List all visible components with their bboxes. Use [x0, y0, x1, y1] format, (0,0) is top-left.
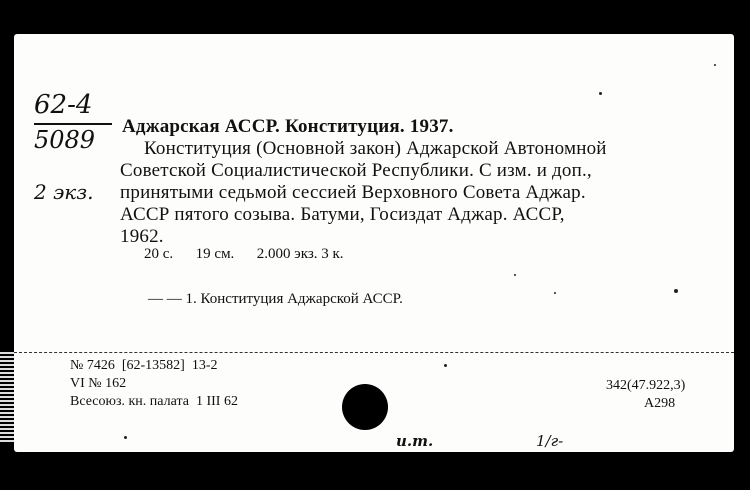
title-line-3: принятыми седьмой сессией Верховного Совета Аджар.: [120, 182, 586, 203]
scan-speck: [599, 92, 602, 95]
scan-speck: [554, 292, 556, 294]
call-number-divider: [34, 123, 112, 125]
scan-speck: [674, 289, 678, 293]
title-line-4: АССР пятого созыва. Батуми, Госиздат Аджар. АССР,: [120, 204, 565, 225]
author-mark: А298: [644, 396, 676, 411]
scan-speck: [124, 436, 127, 439]
title-line-2: Советской Социалистической Республики. С изм. и доп.,: [120, 160, 592, 181]
scan-speck: [514, 274, 516, 276]
registry-line-2: VI № 162: [70, 376, 127, 391]
handwritten-copies: 2 экз.: [34, 180, 94, 204]
card-heading: Аджарская АССР. Конституция. 1937.: [122, 116, 454, 137]
dashed-separator: [14, 352, 734, 353]
handwritten-call-number-bottom: 5089: [34, 126, 96, 154]
classification-number: 342(47.922,3): [606, 378, 686, 393]
title-line-1: Конституция (Основной закон) Аджарской Автономной: [144, 138, 607, 159]
registry-line-1: № 7426 [62-13582] 13-2: [70, 358, 218, 373]
subject-tracing: — — 1. Конституция Аджарской АССР.: [148, 291, 403, 307]
physical-description: 20 с. 19 см. 2.000 экз. 3 к.: [144, 246, 344, 262]
title-line-5: 1962.: [120, 226, 164, 247]
handwritten-mark-1: и.т.: [396, 432, 434, 450]
catalog-card: [14, 34, 734, 452]
punch-hole: [342, 384, 388, 430]
scan-speck: [444, 364, 447, 367]
handwritten-call-number-top: 62-4: [34, 90, 93, 120]
scan-speck: [714, 64, 716, 66]
scan-edge-artifact: [0, 352, 14, 442]
registry-line-3: Всесоюз. кн. палата 1 III 62: [70, 394, 238, 409]
handwritten-mark-2: 1/г-: [536, 432, 564, 450]
